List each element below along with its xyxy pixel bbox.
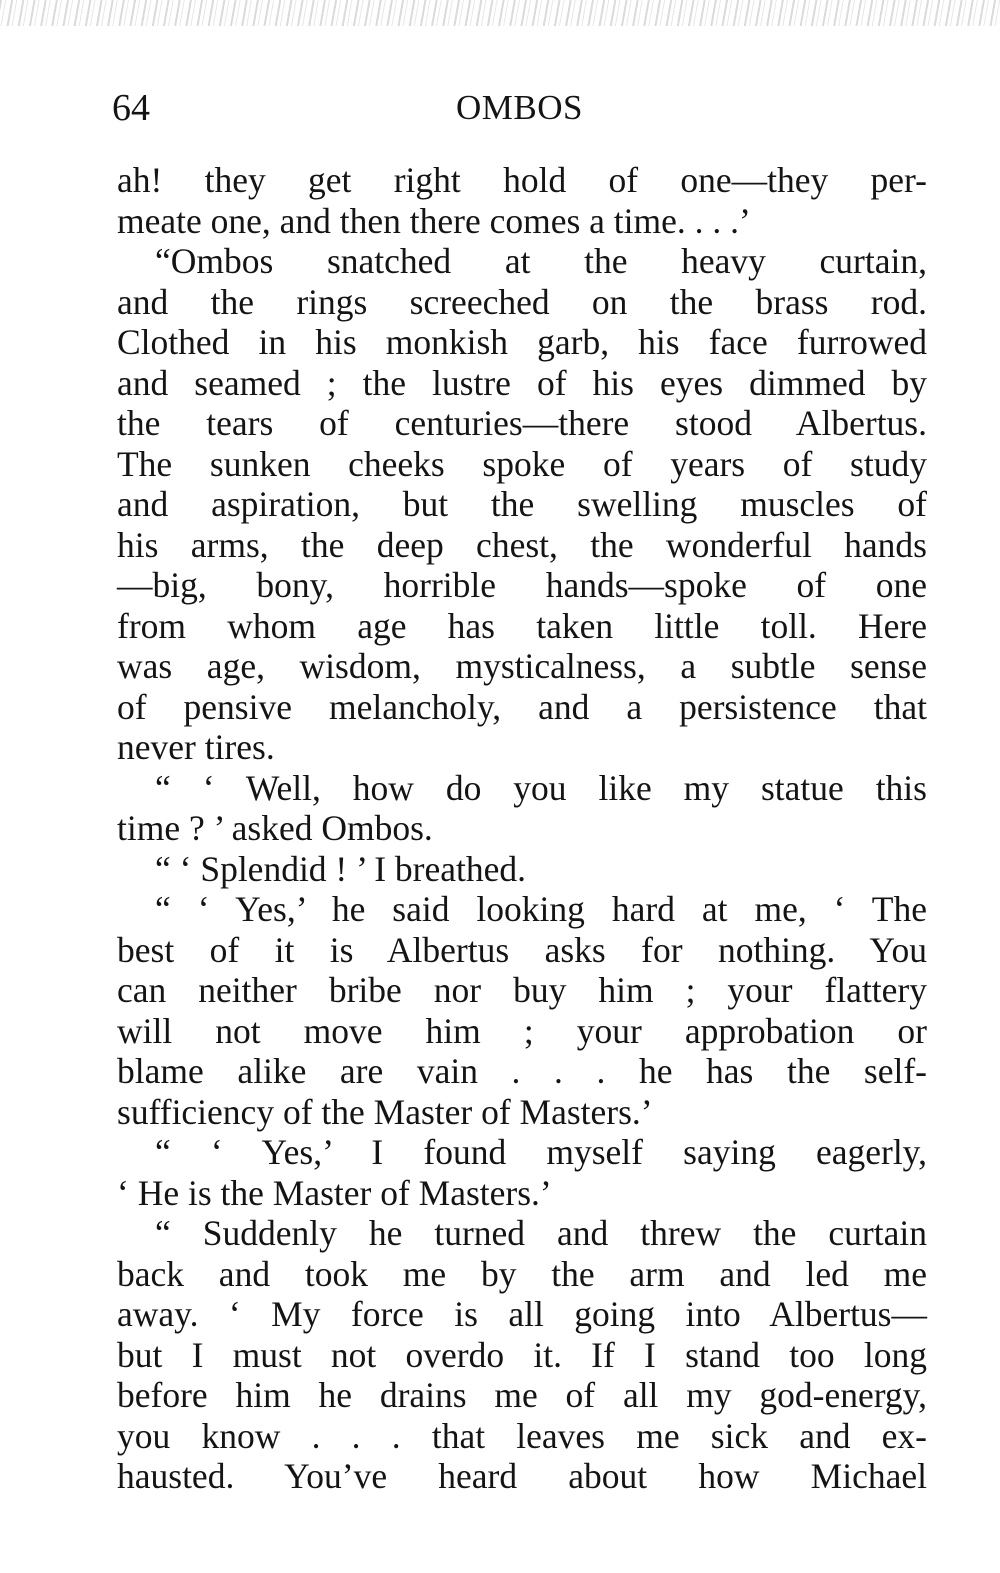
page-number: 64 [112,87,150,129]
text-line: sufficiency of the Master of Masters.’ [117,1091,653,1132]
text-line: back and took me by the arm and led me [117,1253,927,1294]
text-line: away. ‘ My force is all going into Albertus— [117,1294,927,1334]
text-line: can neither bribe nor buy him ; your flattery [117,970,927,1010]
text-line: hausted. You’ve heard about how Michael [117,1456,927,1496]
text-line: was age, wisdom, mysticalness, a subtle sense [117,646,927,686]
text-line: his arms, the deep chest, the wonderful hands [117,524,927,565]
text-line: time ? ’ asked Ombos. [117,808,433,848]
text-line: never tires. [117,727,275,767]
page-header [112,84,927,134]
text-line: before him he drains me of all my god-energy, [117,1375,927,1415]
text-line: meate one, and then there comes a time. . . .’ [117,200,751,241]
text-line: “ ‘ Yes,’ I found myself saying eagerly, [155,1132,927,1172]
text-line: Clothed in his monkish garb, his face furrowed [117,322,927,362]
text-line: the tears of centuries—there stood Albertus. [117,403,927,443]
text-line: “ ‘ Yes,’ he said looking hard at me, ‘ The [155,889,927,929]
page-top-edge [0,0,1000,26]
text-line: will not move him ; your approbation or [117,1010,927,1051]
text-line: best of it is Albertus asks for nothing. You [117,929,927,970]
text-line: from whom age has taken little toll. Here [117,605,927,646]
text-line: The sunken cheeks spoke of years of study [117,443,927,484]
text-line: but I must not overdo it. If I stand too long [117,1334,927,1375]
text-line: and seamed ; the lustre of his eyes dimmed by [117,362,927,403]
running-title: OMBOS [456,88,583,127]
text-line: you know . . . that leaves me sick and ex- [117,1415,927,1456]
body-text [117,160,927,1497]
text-line: “ ‘ Well, how do you like my statue this [155,767,927,808]
text-line: and aspiration, but the swelling muscles of [117,484,927,524]
text-line: and the rings screeched on the brass rod. [117,281,927,322]
text-line: ah! they get right hold of one—they per- [117,160,927,200]
text-line: of pensive melancholy, and a persistence that [117,686,927,727]
text-line: blame alike are vain . . . he has the self- [117,1051,927,1091]
text-line: ‘ He is the Master of Masters.’ [117,1172,552,1213]
text-line: —big, bony, horrible hands—spoke of one [117,565,927,605]
text-line: “ ‘ Splendid ! ’ I breathed. [155,848,526,889]
text-line: “ Suddenly he turned and threw the curtain [155,1213,927,1253]
text-line: “Ombos snatched at the heavy curtain, [155,241,927,281]
